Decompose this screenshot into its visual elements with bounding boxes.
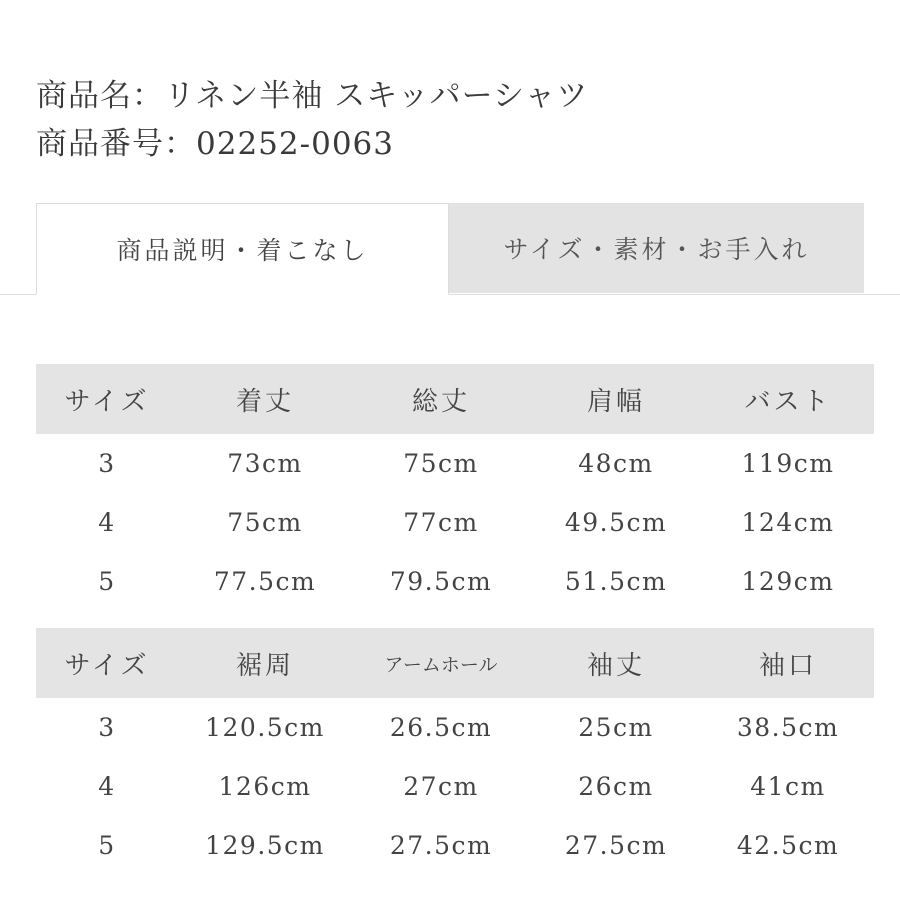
table-cell: 75cm bbox=[403, 449, 479, 478]
table-cell: 120.5cm bbox=[205, 713, 325, 742]
size-table-measurements bbox=[36, 364, 874, 611]
table-cell: 73cm bbox=[227, 449, 303, 478]
tab-description[interactable]: 商品説明・着こなし bbox=[36, 203, 449, 295]
table-cell: 77.5cm bbox=[213, 567, 317, 596]
table-row bbox=[36, 552, 874, 611]
table-cell: 42.5cm bbox=[736, 831, 840, 860]
size-table-details bbox=[36, 628, 874, 875]
header-bust: バスト bbox=[702, 364, 874, 434]
header-size: サイズ bbox=[36, 628, 178, 698]
table-cell: 26cm bbox=[578, 772, 654, 801]
header-sleeve-length: 袖丈 bbox=[530, 628, 702, 698]
table-cell: 129.5cm bbox=[205, 831, 325, 860]
table-row bbox=[36, 816, 874, 875]
table-cell: 129cm bbox=[741, 567, 835, 596]
table-cell: 5 bbox=[98, 831, 116, 860]
table-header-row bbox=[36, 628, 874, 698]
table-cell: 75cm bbox=[227, 508, 303, 537]
header-shoulder: 肩幅 bbox=[530, 364, 702, 434]
table-cell: 27.5cm bbox=[564, 831, 668, 860]
table-cell: 38.5cm bbox=[736, 713, 840, 742]
header-cuff: 袖口 bbox=[702, 628, 874, 698]
table-cell: 27.5cm bbox=[389, 831, 493, 860]
table-header-row bbox=[36, 364, 874, 434]
table-cell: 4 bbox=[98, 508, 116, 537]
table-row bbox=[36, 757, 874, 816]
product-number: 商品番号：02252-0063 bbox=[36, 126, 394, 162]
header-armhole: アームホール bbox=[352, 628, 530, 698]
header-size: サイズ bbox=[36, 364, 178, 434]
table-row bbox=[36, 434, 874, 493]
table-cell: 26.5cm bbox=[389, 713, 493, 742]
header-length: 着丈 bbox=[178, 364, 352, 434]
tab-size-material[interactable]: サイズ・素材・お手入れ bbox=[449, 203, 864, 293]
table-cell: 77cm bbox=[403, 508, 479, 537]
table-cell: 49.5cm bbox=[564, 508, 668, 537]
table-cell: 79.5cm bbox=[389, 567, 493, 596]
table-cell: 41cm bbox=[750, 772, 826, 801]
table-cell: 126cm bbox=[218, 772, 312, 801]
product-name: 商品名：リネン半袖 スキッパーシャツ bbox=[36, 78, 589, 114]
table-row bbox=[36, 493, 874, 552]
table-cell: 48cm bbox=[578, 449, 654, 478]
header-hem: 裾周 bbox=[178, 628, 352, 698]
table-cell: 3 bbox=[98, 449, 116, 478]
table-cell: 27cm bbox=[403, 772, 479, 801]
table-row bbox=[36, 698, 874, 757]
table-cell: 3 bbox=[98, 713, 116, 742]
product-info bbox=[36, 72, 588, 168]
table-cell: 119cm bbox=[741, 449, 835, 478]
table-cell: 4 bbox=[98, 772, 116, 801]
table-cell: 25cm bbox=[578, 713, 654, 742]
table-cell: 51.5cm bbox=[564, 567, 668, 596]
header-total-length: 総丈 bbox=[352, 364, 530, 434]
table-cell: 5 bbox=[98, 567, 116, 596]
table-cell: 124cm bbox=[741, 508, 835, 537]
